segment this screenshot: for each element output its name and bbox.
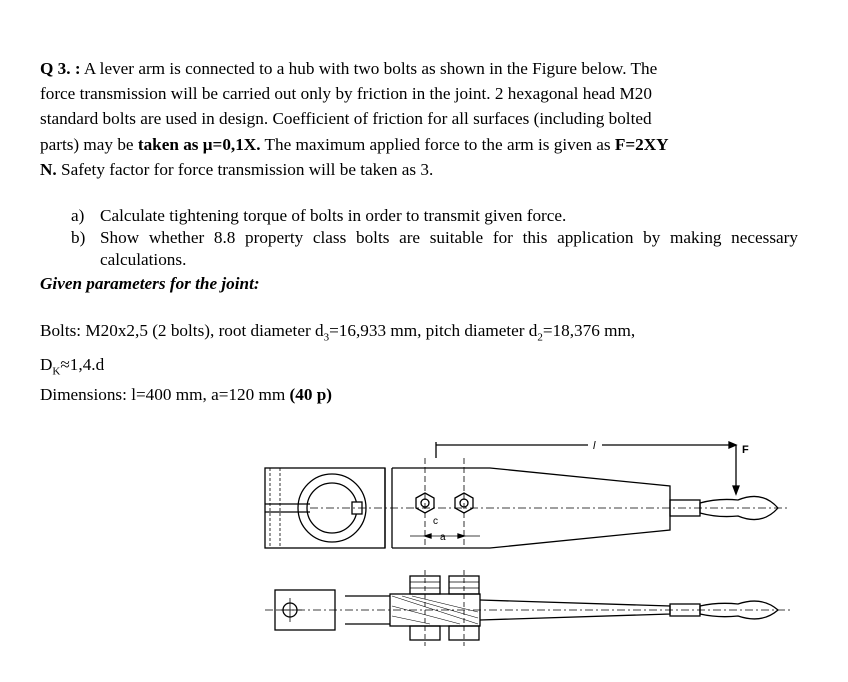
question-text (40, 56, 780, 182)
bolts-mid: =16,933 mm, pitch diameter d (329, 321, 538, 340)
bolts-prefix: Bolts: M20x2,5 (2 bolts), root diameter d (40, 321, 324, 340)
bolts-sub-3: 3 (323, 331, 330, 344)
bolts-sub-2: 2 (537, 331, 543, 344)
question-number: Q 3. : (40, 59, 81, 78)
task-marker-a: a) (71, 206, 85, 225)
question-line-2: force transmission will be carried out only by friction in the joint. 2 hexagonal head M20 (40, 84, 652, 104)
label-F: F (742, 444, 749, 456)
lever-hub-figure (250, 428, 790, 650)
task-item-b (60, 227, 798, 271)
label-a: a (440, 532, 446, 543)
bolts-spec (40, 317, 800, 386)
lever-arm-top-view (310, 458, 790, 548)
safety-factor-text: Safety factor for force transmission will be taken as 3. (56, 159, 434, 179)
dk-value: ≈1,4.d (60, 355, 105, 375)
task-list (60, 205, 800, 271)
task-text-b: Show whether 8.8 property class bolts are suitable for this application by making necessary calculations. (100, 228, 798, 269)
label-c: c (433, 516, 438, 527)
given-heading: Given parameters for the joint: (40, 274, 260, 293)
points-label: (40 p) (289, 385, 333, 404)
task-text-a: Calculate tightening torque of bolts in order to transmit given force. (100, 206, 567, 225)
task-marker-b: b) (71, 228, 86, 247)
dk-sub: K (52, 365, 61, 378)
applied-force: F=2XY (614, 134, 669, 154)
question-line-4a: parts) may be (40, 134, 138, 154)
label-l: l (593, 440, 596, 452)
task-item-a (60, 205, 800, 227)
question-line-4c: The maximum applied force to the arm is given as (260, 134, 615, 154)
force-arrow (733, 444, 749, 494)
bolts-end: =18,376 mm, (542, 321, 636, 340)
dimensions-values: Dimensions: l=400 mm, a=120 mm (40, 385, 290, 404)
force-unit: N. (40, 159, 57, 179)
dimension-l (436, 440, 736, 458)
question-line-1: A lever arm is connected to a hub with two bolts as shown in the Figure below. The (80, 59, 658, 78)
dk-label: D (40, 355, 53, 375)
question-line-3: standard bolts are used in design. Coefficient of friction for all surfaces (including bolted (40, 109, 652, 129)
dimensions-text (40, 385, 332, 405)
friction-coefficient: taken as μ=0,1X. (137, 134, 261, 154)
lever-side-view (265, 570, 790, 646)
